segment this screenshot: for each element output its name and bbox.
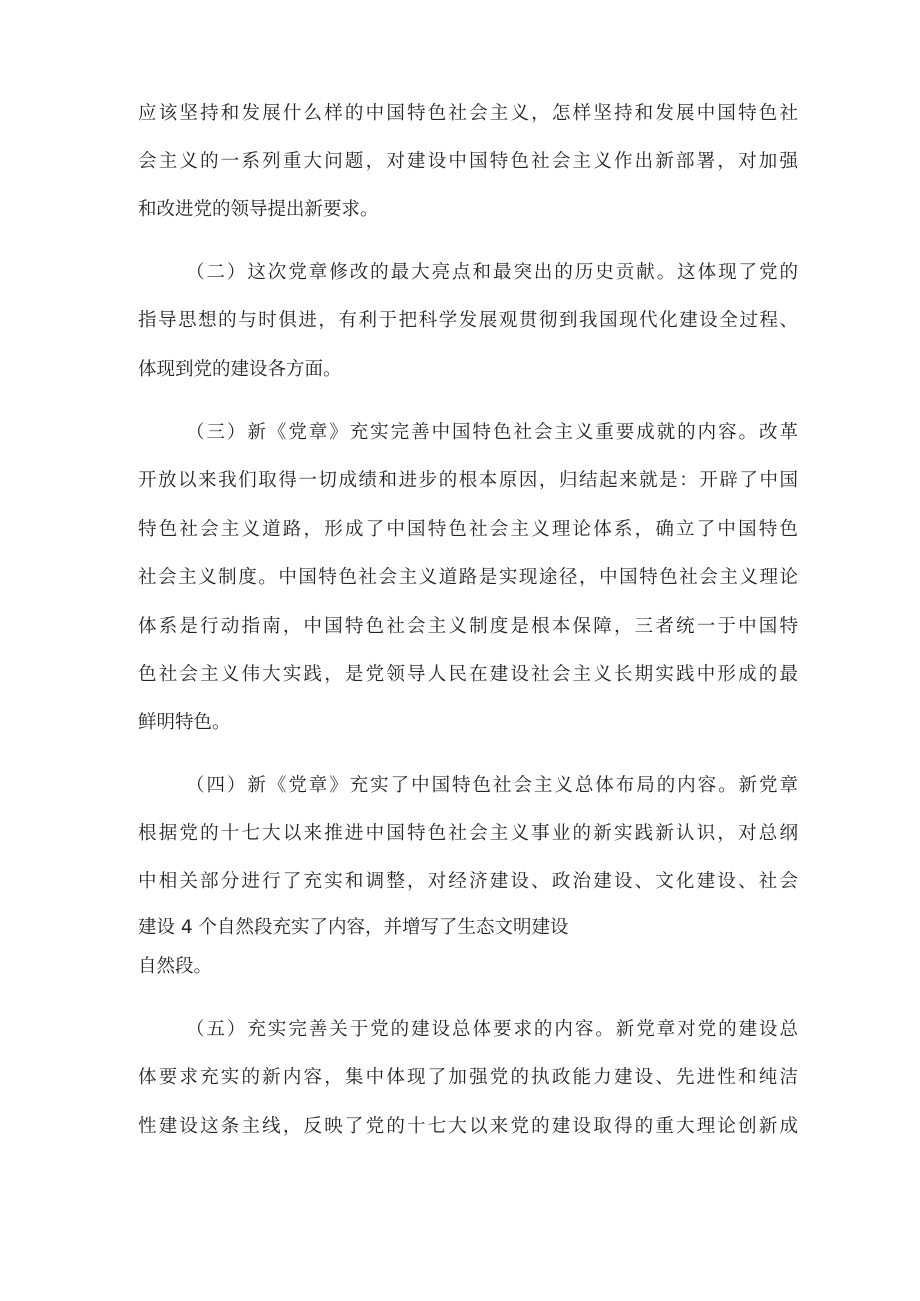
- paragraph-point-2-line-1: （二）这次党章修改的最大亮点和最突出的历史贡献。这体现了党的: [186, 262, 798, 283]
- paragraph-point-3-line-5: 体系是行动指南，中国特色社会主义制度是根本保障，三者统一于中国特: [138, 616, 798, 637]
- paragraph-point-4-line-4: 建设 4 个自然段充实了内容，并增写了生态文明建设: [138, 917, 569, 938]
- paragraph-point-3-line-3: 特色社会主义道路，形成了中国特色社会主义理论体系，确立了中国特色: [138, 519, 798, 540]
- paragraph-point-4-line-3: 中相关部分进行了充实和调整，对经济建设、政治建设、文化建设、社会: [138, 871, 798, 892]
- paragraph-intro-line-2: 会主义的一系列重大问题，对建设中国特色社会主义作出新部署，对加强: [138, 151, 798, 172]
- paragraph-point-4-line-2: 根据党的十七大以来推进中国特色社会主义事业的新实践新认识，对总纲: [138, 823, 798, 844]
- paragraph-intro-line-3: 和改进党的领导提出新要求。: [138, 199, 379, 220]
- paragraph-point-3-line-1: （三）新《党章》充实完善中国特色社会主义重要成就的内容。改革: [186, 422, 798, 443]
- paragraph-point-3-line-4: 社会主义制度。中国特色社会主义道路是实现途径，中国特色社会主义理论: [138, 567, 798, 588]
- paragraph-intro-line-1: 应该坚持和发展什么样的中国特色社会主义，怎样坚持和发展中国特色社: [138, 103, 798, 124]
- paragraph-point-4-line-1: （四）新《党章》充实了中国特色社会主义总体布局的内容。新党章: [186, 775, 798, 796]
- paragraph-point-5-line-2: 体要求充实的新内容，集中体现了加强党的执政能力建设、先进性和纯洁: [138, 1067, 798, 1088]
- paragraph-point-3-line-7: 鲜明特色。: [138, 712, 231, 733]
- paragraph-point-2-line-3: 体现到党的建设各方面。: [138, 359, 342, 380]
- paragraph-point-5-line-3: 性建设这条主线，反映了党的十七大以来党的建设取得的重大理论创新成: [138, 1116, 798, 1137]
- paragraph-point-2-line-2: 指导思想的与时俱进，有利于把科学发展观贯彻到我国现代化建设全过程、: [138, 310, 798, 331]
- paragraph-point-5-line-1: （五）充实完善关于党的建设总体要求的内容。新党章对党的建设总: [186, 1019, 798, 1040]
- paragraph-point-3-line-6: 色社会主义伟大实践，是党领导人民在建设社会主义长期实践中形成的最: [138, 664, 798, 685]
- paragraph-point-4-line-5: 自然段。: [138, 956, 213, 977]
- paragraph-point-3-line-2: 开放以来我们取得一切成绩和进步的根本原因，归结起来就是：开辟了中国: [138, 470, 798, 491]
